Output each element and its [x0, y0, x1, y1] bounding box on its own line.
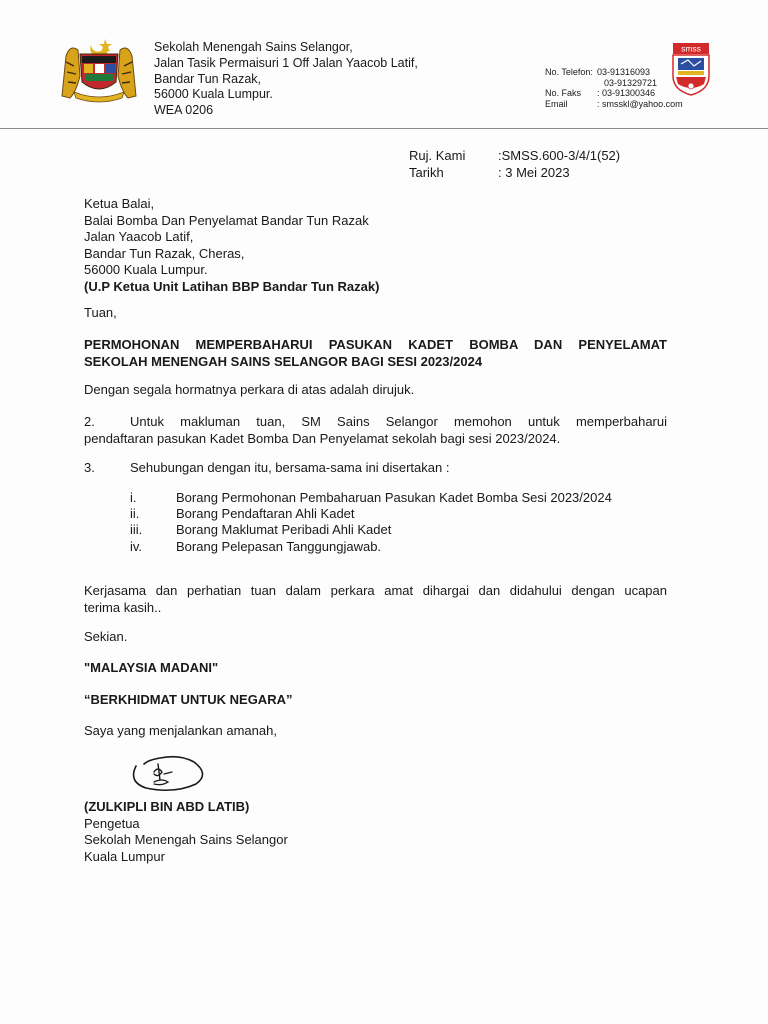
amanah-line: [84, 723, 667, 740]
address-line: Sekolah Menengah Sains Selangor,: [154, 40, 353, 54]
signatory-name: (ZULKIPLI BIN ABD LATIB): [84, 799, 250, 814]
paragraph-number: 3.: [84, 460, 95, 475]
malaysia-coat-of-arms-icon: [58, 36, 140, 104]
contact-label: No. Faks: [545, 88, 582, 99]
contact-row: [545, 78, 683, 89]
address-line: Bandar Tun Razak,: [154, 71, 262, 86]
amanah-text: Saya yang menjalankan amanah,: [84, 723, 277, 738]
reference-label: Tarikh: [409, 164, 444, 180]
contact-label: [545, 78, 596, 89]
reference-value: :SMSS.600-3/4/1(52): [498, 148, 621, 163]
list-item: [130, 522, 612, 538]
closing-line: terima kasih..: [84, 599, 162, 615]
paragraph-text: pendaftaran pasukan Kadet Bomba Dan Penyelamat sekolah bagi sesi 2023/2024.: [84, 430, 561, 446]
paragraph-2-cont: [84, 431, 667, 448]
list-item: [130, 490, 612, 506]
paragraph-text: Sehubungan dengan itu, bersama-sama ini disertakan :: [130, 460, 450, 475]
closing-line: Kerjasama dan perhatian tuan dalam perkara amat dihargai dan didahului dengan ucapan: [84, 583, 667, 598]
contact-value: : 03-91300346: [597, 88, 656, 99]
list-item-text: Borang Pendaftaran Ahli Kadet: [176, 506, 355, 522]
contact-value: 03-91316093: [597, 67, 651, 77]
list-item-number: ii.: [130, 506, 140, 522]
address-line: WEA 0206: [154, 103, 214, 118]
closing-paragraph: [84, 583, 667, 616]
recipient-line: Bandar Tun Razak, Cheras,: [84, 245, 245, 261]
contact-label: Email: [545, 98, 568, 109]
reference-value: : 3 Mei 2023: [498, 164, 570, 180]
reference-block: [409, 148, 620, 181]
reference-row: [409, 165, 620, 182]
sekian-text: Sekian.: [84, 629, 128, 644]
recipient-line: Balai Bomba Dan Penyelamat Bandar Tun Razak: [84, 212, 369, 228]
contact-value: 03-91329721: [604, 77, 658, 88]
slogan-text: "MALAYSIA MADANI": [84, 660, 219, 675]
salutation: [84, 305, 667, 322]
slogan-text: “BERKHIDMAT UNTUK NEGARA”: [84, 692, 293, 707]
reference-label: Ruj. Kami: [409, 148, 466, 163]
paragraph-2: [130, 414, 667, 431]
signatory-place: Kuala Lumpur: [84, 848, 165, 864]
list-item-number: iv.: [130, 538, 143, 554]
subject-line: PERMOHONAN MEMPERBAHARUI PASUKAN KADET BOMBA DAN PENYELAMAT: [84, 337, 667, 352]
recipient-line: Ketua Balai,: [84, 196, 155, 211]
paragraph-text: Dengan segala hormatnya perkara di atas adalah dirujuk.: [84, 382, 415, 397]
slogan-2: [84, 692, 667, 709]
contact-row: [545, 67, 683, 78]
list-item: [130, 506, 612, 522]
address-line: 56000 Kuala Lumpur.: [154, 87, 273, 102]
contact-row: [545, 99, 683, 110]
contact-label: No. Telefon:: [545, 67, 593, 77]
contact-value: : smsskl@yahoo.com: [597, 98, 683, 109]
address-line: Jalan Tasik Permaisuri 1 Off Jalan Yaacob Latif,: [154, 55, 418, 70]
paragraph-text: Untuk makluman tuan, SM Sains Selangor memohon untuk memperbaharui: [130, 414, 667, 429]
school-shield-icon: [672, 42, 710, 96]
subject-heading: [84, 337, 667, 370]
list-item-number: i.: [130, 490, 137, 505]
list-item-text: Borang Maklumat Peribadi Ahli Kadet: [176, 522, 392, 538]
paragraph-number: 2.: [84, 414, 95, 429]
attachment-list: [130, 490, 612, 555]
reference-row: [409, 148, 620, 165]
signatory-block: [84, 799, 667, 865]
recipient-address: [84, 196, 667, 296]
contact-info: [545, 67, 683, 109]
list-item-text: Borang Permohonan Pembaharuan Pasukan Kadet Bomba Sesi 2023/2024: [176, 490, 612, 505]
school-address: [154, 40, 418, 119]
recipient-line: 56000 Kuala Lumpur.: [84, 262, 208, 278]
recipient-line: Jalan Yaacob Latif,: [84, 229, 194, 245]
list-item-text: Borang Pelepasan Tanggungjawab.: [176, 538, 382, 554]
sekian: [84, 629, 667, 646]
contact-row: [545, 88, 683, 99]
salutation-text: Tuan,: [84, 305, 117, 320]
list-item-number: iii.: [130, 522, 143, 538]
subject-line: SEKOLAH MENENGAH SAINS SELANGOR BAGI SESI 2023/2024: [84, 353, 483, 369]
signatory-org: Sekolah Menengah Sains Selangor: [84, 832, 288, 848]
paragraph-3: [130, 460, 667, 477]
paragraph-1: [84, 382, 667, 399]
handwritten-signature-icon: [124, 752, 208, 796]
signatory-title: Pengetua: [84, 815, 140, 831]
list-item: [130, 539, 612, 555]
slogan-1: [84, 660, 667, 677]
logo-text: smss: [681, 43, 701, 54]
header-divider: [0, 128, 768, 129]
recipient-attention: (U.P Ketua Unit Latihan BBP Bandar Tun Razak): [84, 278, 380, 294]
